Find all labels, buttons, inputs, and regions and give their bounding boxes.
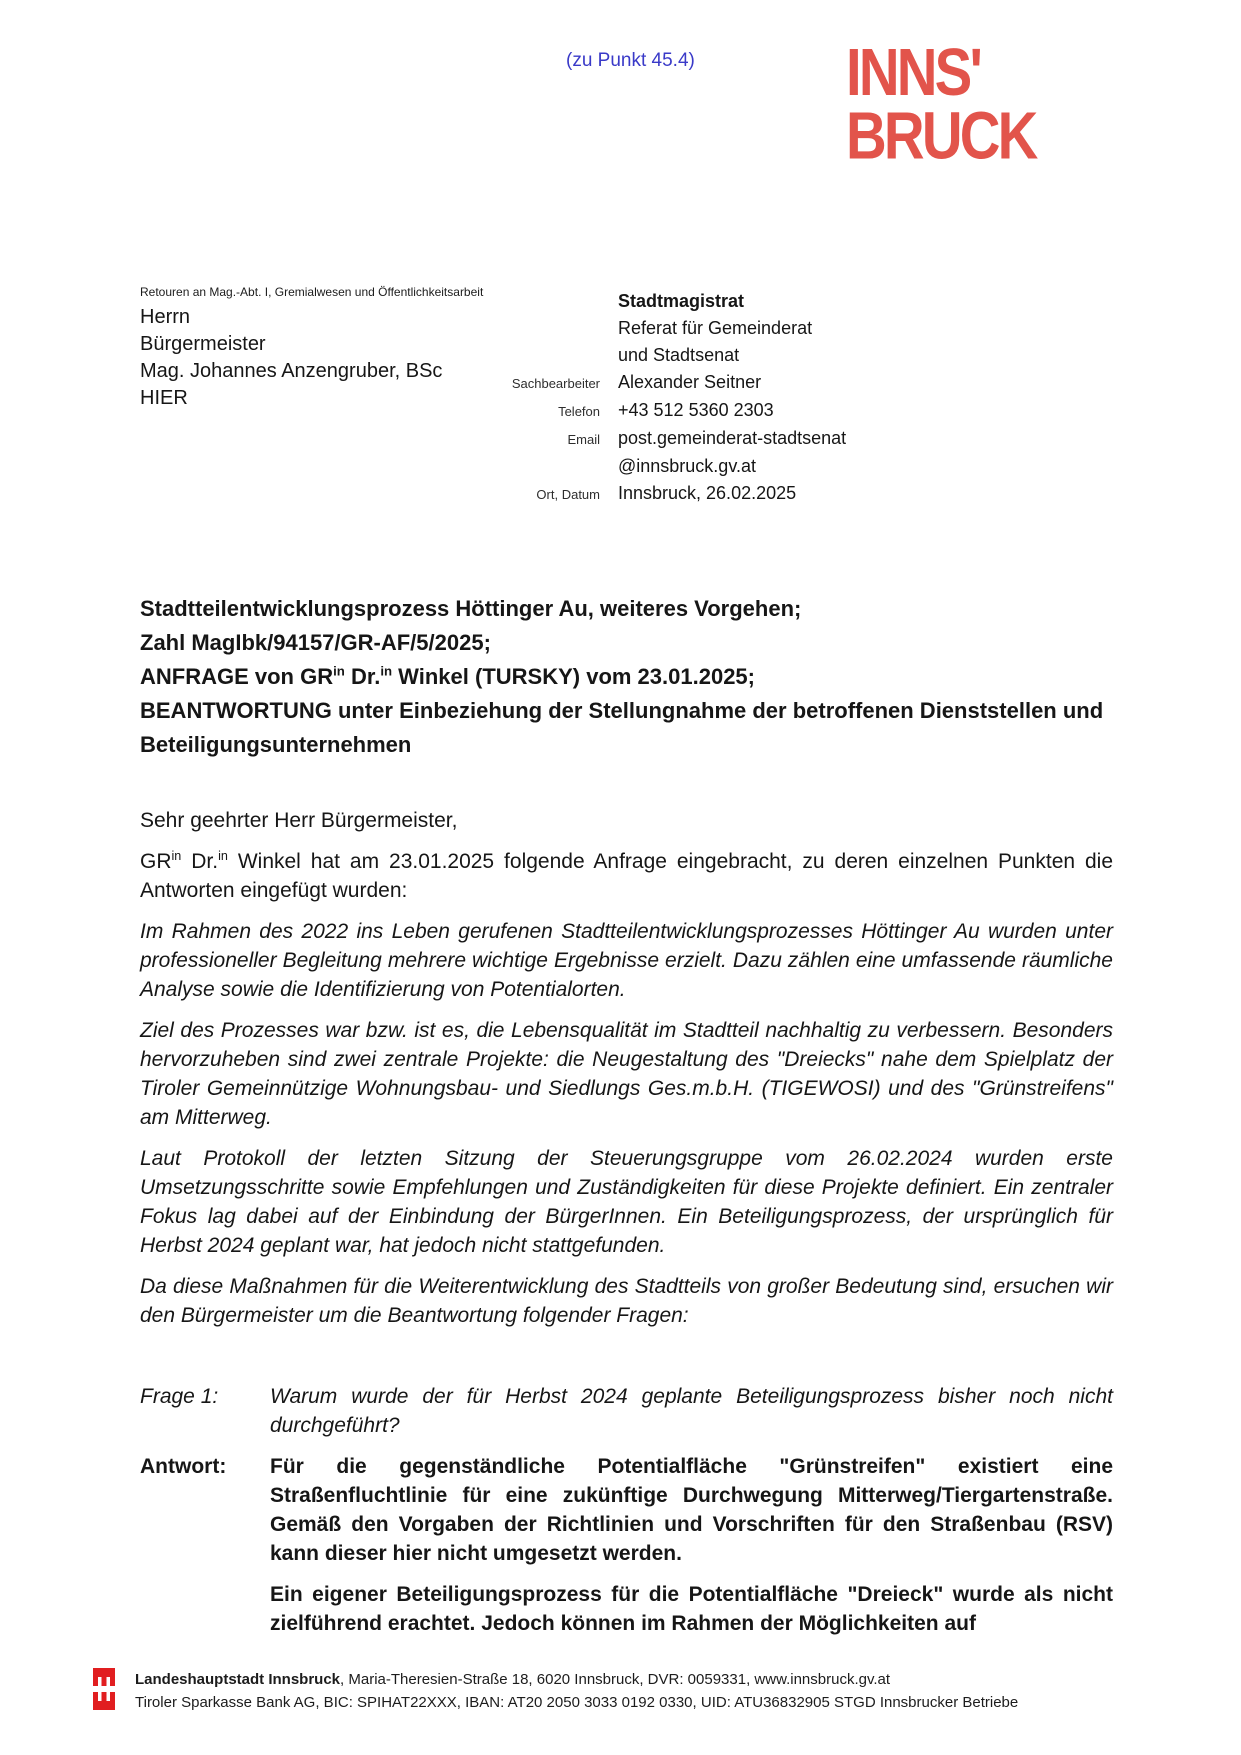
recipient-line: HIER (140, 387, 188, 409)
footer (135, 1668, 1195, 1714)
antwort-paragraph-1: Für die gegenständliche Potentialfläche "Grünstreifen" existiert eine Straßenfluchtlinie für eine zukünftige Durchwegung Mitterweg/Tiergartenstraße. Gemäß den Vorgaben der Richtlinien und Vorschriften für den Straßenbau (RSV) kann dieser hier nicht umgesetzt werden. (270, 1455, 1113, 1565)
subject-line-4: BEANTWORTUNG unter Einbeziehung der Stellungnahme der betroffenen Dienststellen und Beteiligungsunternehmen (140, 698, 1104, 757)
subject-line-3 (140, 660, 1113, 694)
sender-org-line: und Stadtsenat (618, 345, 740, 365)
frage-1-paragraph: Warum wurde der für Herbst 2024 geplante Beteiligungsprozess bisher noch nicht durchgeführt? (270, 1385, 1113, 1437)
quoted-paragraph-4: Da diese Maßnahmen für die Weiterentwicklung des Stadtteils von großer Bedeutung sind, ersuchen wir den Bürgermeister um die Beantwortung folgender Fragen: (140, 1275, 1113, 1327)
quoted-paragraph-1: Im Rahmen des 2022 ins Leben gerufenen Stadtteilentwicklungsprozesses Höttinger Au wurden unter professioneller Begleitung mehrere wichtige Ergebnisse erzielt. Dazu zählen eine umfassende räumliche Analyse sowie die Identifizierung von Potentialorten. (140, 920, 1113, 1001)
subject-line-3-post: Winkel (TURSKY) vom 23.01.2025; (392, 664, 755, 689)
superscript-in: in (380, 663, 393, 679)
quoted-paragraph-3: Laut Protokoll der letzten Sitzung der Steuerungsgruppe vom 26.02.2024 wurden erste Umsetzungsschritte sowie Empfehlungen und Zuständigkeiten für diese Projekte definiert. Ein zentraler Fokus lag dabei auf der Einbindung der BürgerInnen. Ein Beteiligungsprozess, der ursprünglich für Herbst 2024 geplant war, hat jedoch nicht stattgefunden. (140, 1147, 1113, 1257)
sender-org-line: Referat für Gemeinderat (618, 318, 813, 338)
email-label: Email (567, 432, 600, 447)
sachbearbeiter-value: Alexander Seitner (618, 372, 762, 392)
antwort-label: Antwort: (140, 1455, 227, 1478)
intro-pre: GR (140, 850, 172, 873)
telefon-label: Telefon (558, 404, 600, 419)
footer-city-name: Landeshauptstadt Innsbruck (135, 1671, 341, 1688)
recipient-line: Bürgermeister (140, 333, 266, 355)
logo-line-1: INNS' (846, 34, 981, 110)
sender-info-block (420, 288, 980, 508)
footer-address: , Maria-Theresien-Straße 18, 6020 Innsbruck, DVR: 0059331, www.innsbruck.gv.at (340, 1671, 891, 1688)
email-value-line1: post.gemeinderat-stadtsenat (618, 428, 847, 448)
subject-block (140, 592, 1113, 762)
antwort-block (140, 1452, 1113, 1638)
email-value-line2: @innsbruck.gv.at (618, 456, 756, 476)
agenda-point-note: (zu Punkt 45.4) (566, 50, 695, 71)
sender-org: Stadtmagistrat (618, 291, 745, 311)
antwort-text (270, 1452, 1113, 1638)
footer-line-2: Tiroler Sparkasse Bank AG, BIC: SPIHAT22XXX, IBAN: AT20 2050 3033 0192 0330, UID: ATU36832905 STGD Innsbrucker Betriebe (135, 1694, 1019, 1711)
frage-1-text (270, 1382, 1113, 1440)
footer-line-1 (135, 1668, 1195, 1691)
quoted-paragraph-2: Ziel des Prozesses war bzw. ist es, die Lebensqualität im Stadtteil nachhaltig zu verbessern. Besonders hervorzuheben sind zwei zentrale Projekte: die Neugestaltung des "Dreiecks" nahe dem Spielplatz der Tiroler Gemeinnützige Wohnungsbau- und Siedlungs Ges.m.b.H. (TIGEWOSI) und des "Grünstreifens" am Mitterweg. (140, 1019, 1113, 1129)
return-address-line: Retouren an Mag.-Abt. I, Gremialwesen und Öffentlichkeitsarbeit (140, 285, 484, 299)
intro-post: Winkel hat am 23.01.2025 folgende Anfrage eingebracht, zu deren einzelnen Punkten die Antworten eingefügt wurden: (140, 850, 1114, 902)
salutation: Sehr geehrter Herr Bürgermeister, (140, 809, 458, 832)
recipient-line: Mag. Johannes Anzengruber, BSc (140, 360, 443, 382)
recipient-line: Herrn (140, 306, 191, 328)
innsbruck-logo (846, 34, 1036, 174)
ort-datum-label: Ort, Datum (536, 487, 600, 502)
superscript-in: in (171, 849, 182, 863)
superscript-in: in (218, 849, 228, 863)
frage-1-label: Frage 1: (140, 1385, 219, 1408)
intro-mid: Dr. (181, 850, 219, 873)
logo-line-2: BRUCK (846, 98, 1036, 174)
ort-datum-value: Innsbruck, 26.02.2025 (618, 483, 797, 503)
subject-line-2: Zahl MagIbk/94157/GR-AF/5/2025; (140, 630, 491, 655)
letter-body (140, 592, 1113, 1638)
subject-line-3-pre: ANFRAGE von GR (140, 664, 334, 689)
telefon-value: +43 512 5360 2303 (618, 400, 774, 420)
subject-line-1: Stadtteilentwicklungsprozess Höttinger Au, weiteres Vorgehen; (140, 596, 802, 621)
intro-paragraph (140, 847, 1113, 905)
subject-line-3-mid: Dr. (344, 664, 381, 689)
innsbruck-crest-icon (93, 1668, 115, 1715)
superscript-in: in (333, 663, 345, 679)
antwort-paragraph-2: Ein eigener Beteiligungsprozess für die Potentialfläche "Dreieck" wurde als nicht zielführend erachtet. Jedoch können im Rahmen der Möglichkeiten auf (270, 1583, 1113, 1635)
frage-1-block (140, 1382, 1113, 1440)
sachbearbeiter-label: Sachbearbeiter (511, 376, 600, 391)
